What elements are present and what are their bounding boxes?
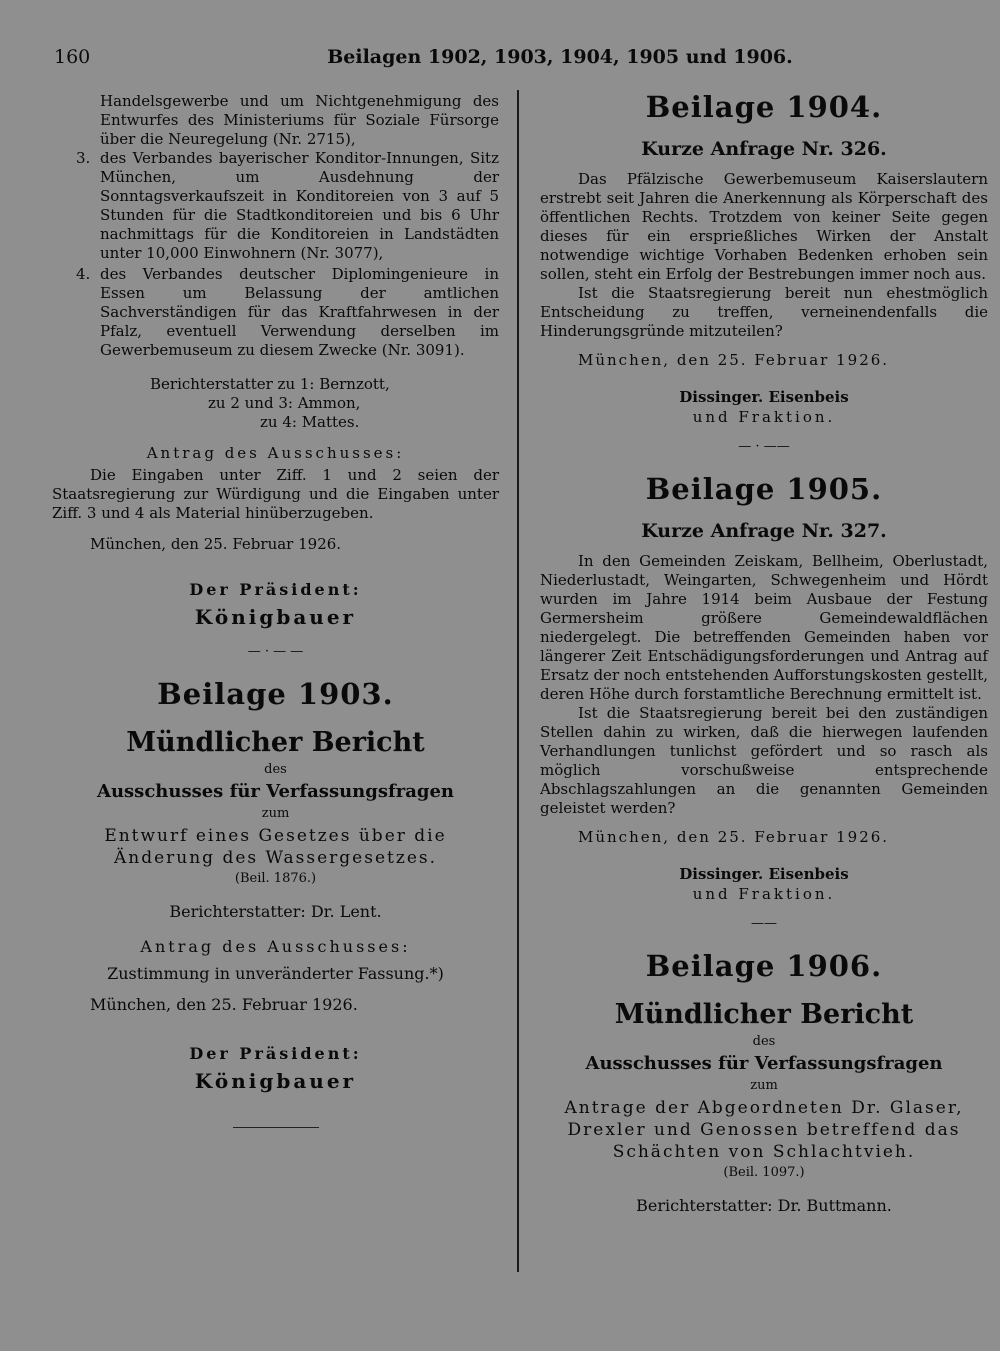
beilage-1903-committee: Ausschusses für Verfassungsfragen	[97, 781, 454, 802]
beilage-1903-president-name: Königbauer	[194, 1069, 357, 1093]
column-divider	[517, 90, 519, 1272]
reporter-line: zu 2 und 3: Ammon,	[208, 394, 361, 412]
left-column	[52, 90, 499, 1128]
beilage-1903-topic: Entwurf eines Gesetzes über die Änderung des Wassergesetzes.	[104, 826, 447, 868]
beilage-1904-signature: Dissinger. Eisenbeis	[679, 388, 849, 406]
antrag-text: Die Eingaben unter Ziff. 1 und 2 seien der Staatsregierung zur Würdigung und die Eingaben unter Ziff. 3 und 4 als Material hinüberzugeben.	[52, 466, 499, 522]
beilage-1903-ref: (Beil. 1876.)	[234, 871, 317, 886]
beilage-1906-subtitle: Mündlicher Bericht	[614, 999, 914, 1030]
beilage-1903-president-label: Der Präsident:	[189, 1044, 362, 1063]
beilage-1906-des: des	[752, 1034, 776, 1049]
beilage-1903-subtitle: Mündlicher Bericht	[126, 727, 425, 758]
reporter-line: Berichterstatter zu 1: Bernzott,	[150, 375, 390, 393]
list-item-text: des Verbandes bayerischer Konditor-Innungen, Sitz München, um Ausdehnung der Sonntagsverkaufszeit in Konditoreien von 3 auf 5 Stunden für die Stadtkonditoreien und bis 6 Uhr nachmittags für die Konditoreien in Landstädten unter 10,000 Einwohnern (Nr. 3077),	[100, 149, 499, 262]
section-separator: — · ——	[738, 439, 790, 454]
beilage-1904-subtitle: Kurze Anfrage Nr. 326.	[641, 138, 887, 160]
end-rule	[233, 1127, 319, 1128]
date-line: München, den 25. Februar 1926.	[90, 535, 342, 553]
antrag-label: Antrag des Ausschusses:	[146, 444, 405, 462]
beilage-1904-paragraph: Ist die Staatsregierung bereit nun ehestmöglich Entscheidung zu treffen, verneinendenfalls die Hinderungsgründe mitzuteilen?	[540, 284, 988, 340]
beilage-1903-des: des	[264, 762, 287, 777]
beilage-1906-committee: Ausschusses für Verfassungsfragen	[585, 1053, 943, 1074]
beilage-1903-antrag-label: Antrag des Ausschusses:	[140, 937, 411, 956]
reporters-block	[52, 375, 499, 432]
beilage-1906-title: Beilage 1906.	[645, 949, 883, 983]
beilage-1903-date: München, den 25. Februar 1926.	[90, 995, 358, 1014]
beilage-1906-zum: zum	[750, 1078, 778, 1093]
beilage-1904-title: Beilage 1904.	[645, 90, 883, 124]
beilage-1905-title: Beilage 1905.	[645, 472, 883, 506]
beilage-1905-fraktion: und Fraktion.	[692, 885, 836, 903]
president-name: Königbauer	[194, 605, 357, 629]
beilage-1903-antrag-text: Zustimmung in unveränderter Fassung.*)	[107, 964, 444, 983]
beilage-1906-reporter: Berichterstatter: Dr. Buttmann.	[636, 1196, 892, 1215]
beilage-1905-subtitle: Kurze Anfrage Nr. 327.	[641, 520, 887, 542]
beilage-1905-signature: Dissinger. Eisenbeis	[679, 865, 849, 883]
beilage-1903-title: Beilage 1903.	[157, 677, 394, 711]
list-item-number: 4.	[76, 265, 91, 283]
page-number: 160	[54, 46, 91, 68]
section-separator: — · — —	[247, 644, 304, 659]
beilage-1904-fraktion: und Fraktion.	[692, 408, 836, 426]
beilage-1904-date: München, den 25. Februar 1926.	[578, 351, 890, 369]
list-item-number: 3.	[76, 149, 91, 167]
reporter-line: zu 4: Mattes.	[260, 413, 360, 431]
running-title: Beilagen 1902, 1903, 1904, 1905 und 1906.	[327, 46, 793, 68]
list-item-continued: Handelsgewerbe und um Nichtgenehmigung des Entwurfes des Ministeriums für Soziale Fürsorge über die Neuregelung (Nr. 2715),	[100, 92, 499, 148]
right-column	[540, 90, 988, 1215]
page-header	[0, 46, 1000, 76]
beilage-1906-topic: Antrage der Abgeordneten Dr. Glaser, Drexler und Genossen betreffend das Schächten von Schlachtvieh.	[564, 1098, 964, 1162]
list-item-text: des Verbandes deutscher Diplomingenieure in Essen um Belassung der amtlichen Sachverständigen für das Kraftfahrwesen in der Pfalz, eventuell Verwendung derselben im Gewerbemuseum zu diesem Zwecke (Nr. 3091).	[100, 265, 499, 359]
beilage-1904-paragraph: Das Pfälzische Gewerbemuseum Kaiserslautern erstrebt seit Jahren die Anerkennung als Körperschaft des öffentlichen Rechts. Trotzdem von keiner Seite gegen dieses für ein ersprießliches Wirken der Anstalt notwendige wichtige Vorhaben Bedenken erhoben sein sollen, steht ein Erfolg der Bestrebungen immer noch aus.	[540, 170, 988, 283]
beilage-1906-ref: (Beil. 1097.)	[723, 1165, 805, 1180]
list-item-3	[52, 149, 499, 263]
list-item-4	[52, 265, 499, 360]
president-label: Der Präsident:	[189, 580, 362, 599]
beilage-1903-reporter: Berichterstatter: Dr. Lent.	[169, 902, 382, 921]
beilage-1905-date: München, den 25. Februar 1926.	[578, 828, 890, 846]
beilage-1905-paragraph: Ist die Staatsregierung bereit bei den zuständigen Stellen dahin zu wirken, daß die hierwegen laufenden Verhandlungen tunlichst gefördert und so rasch als möglich vorschußweise entsprechende Abschlagszahlungen an die genannten Gemeinden geleistet werden?	[540, 704, 988, 817]
section-separator: ——	[751, 916, 777, 931]
beilage-1905-paragraph: In den Gemeinden Zeiskam, Bellheim, Oberlustadt, Niederlustadt, Weingarten, Schwegenheim und Hördt wurden im Jahre 1914 beim Ausbaue der Festung Germersheim größere Gemeindewaldflächen niedergelegt. Die betreffenden Gemeinden haben vor längerer Zeit Entschädigungsforderungen und Antrag auf Ersatz der noch entstehenden Aufforstungskosten gestellt, deren Höhe durch forstamtliche Berechnung ermittelt ist.	[540, 552, 988, 703]
beilage-1903-zum: zum	[261, 806, 290, 821]
